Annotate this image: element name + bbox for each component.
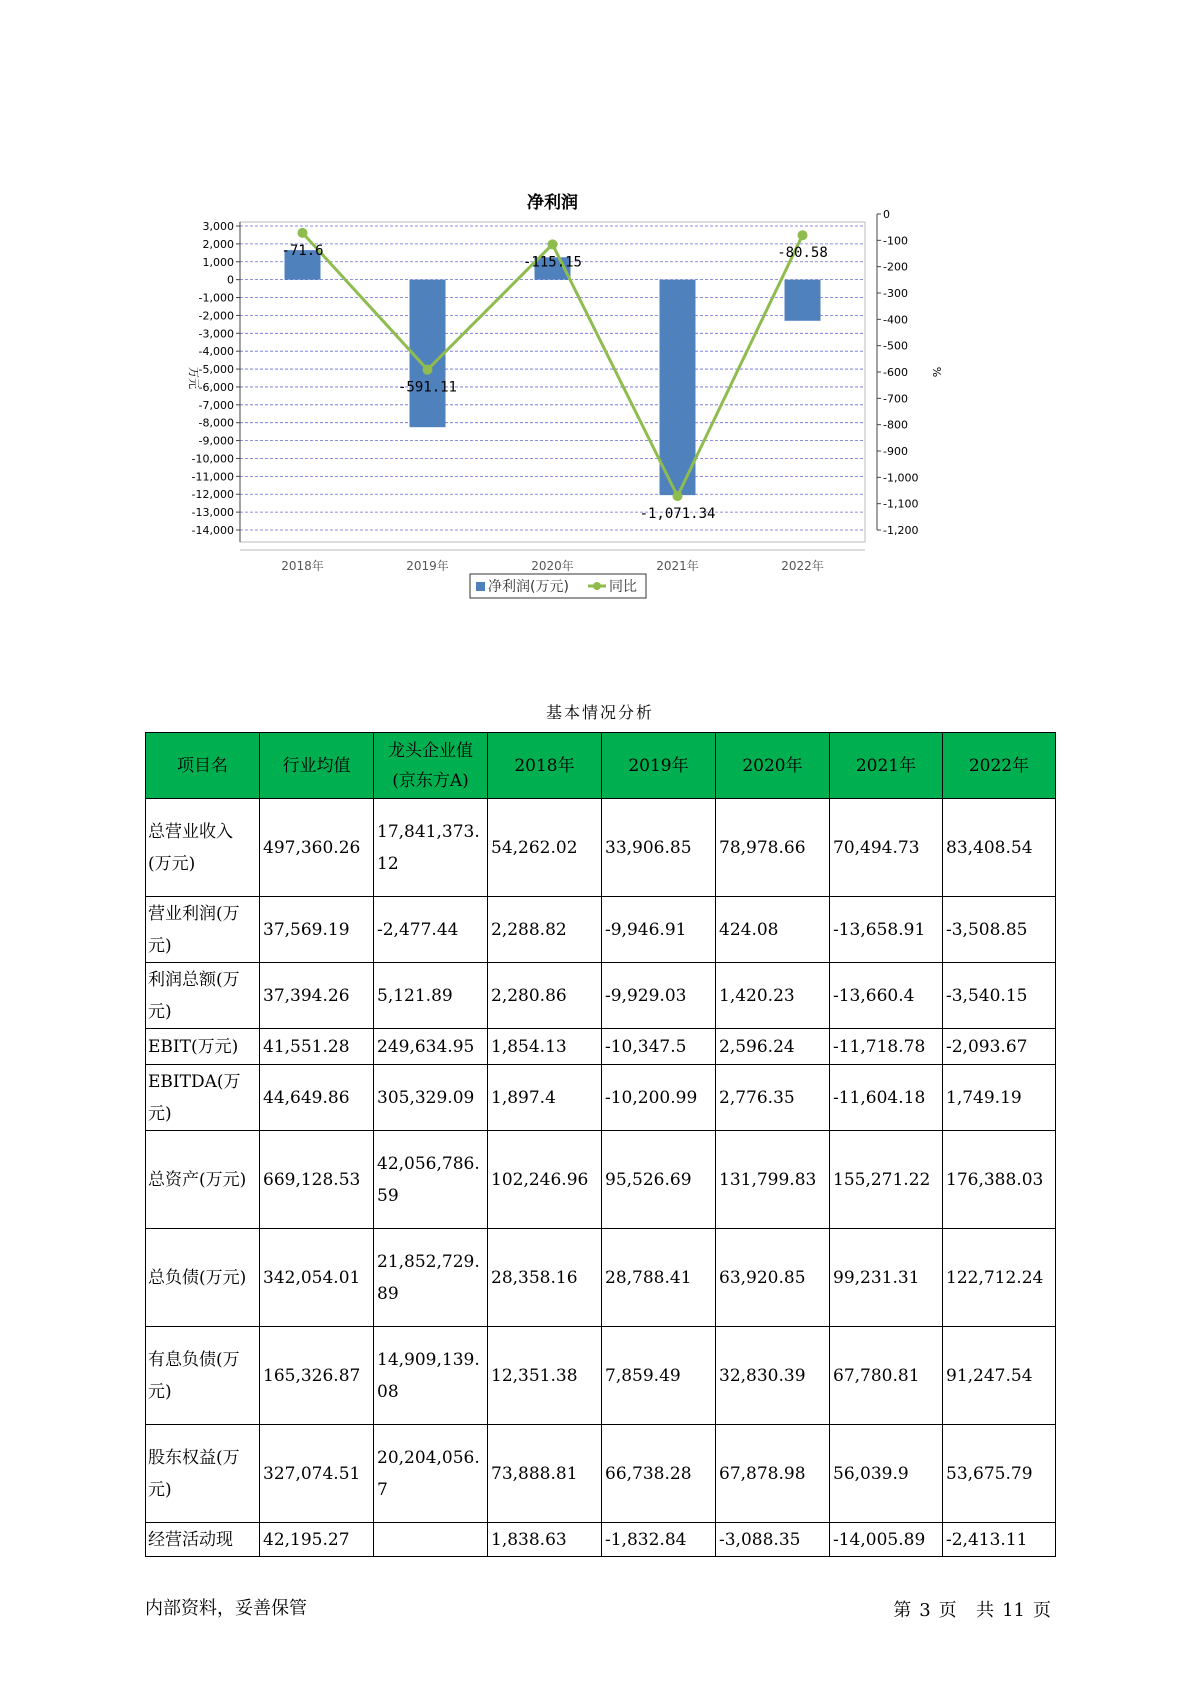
y-tick-label: 3,000 [202, 220, 234, 233]
value-cell: -9,929.03 [602, 963, 716, 1029]
header-2021: 2021年 [830, 733, 943, 799]
value-cell: 67,878.98 [716, 1425, 830, 1523]
y-tick-label: -13,000 [191, 506, 234, 520]
total-prefix: 共 [976, 1600, 995, 1621]
value-cell: 305,329.09 [374, 1065, 488, 1131]
y-tick-label: -3,000 [198, 327, 234, 341]
y2-tick-label: -200 [883, 260, 908, 274]
y-tick-label: -7,000 [198, 398, 234, 412]
yoy-data-label: -115.15 [522, 254, 583, 271]
y2-tick-label: -300 [883, 287, 908, 300]
value-cell: -10,347.5 [602, 1029, 716, 1065]
value-cell: 56,039.9 [830, 1425, 943, 1523]
bar-net-profit [660, 280, 696, 495]
bar-net-profit [785, 280, 821, 321]
value-cell: 20,204,056.7 [374, 1425, 488, 1523]
value-cell: 32,830.39 [716, 1327, 830, 1425]
value-cell: 165,326.87 [260, 1327, 374, 1425]
value-cell: 28,358.16 [488, 1229, 602, 1327]
value-cell: 83,408.54 [943, 799, 1056, 897]
header-leader: 龙头企业值(京东方A) [374, 733, 488, 799]
value-cell: 70,494.73 [830, 799, 943, 897]
y-axis-title: 万元 [187, 367, 200, 389]
value-cell: 1,749.19 [943, 1065, 1056, 1131]
value-cell: 327,074.51 [260, 1425, 374, 1523]
page-num: 3 [919, 1600, 931, 1621]
value-cell: 669,128.53 [260, 1131, 374, 1229]
value-cell: -2,477.44 [374, 897, 488, 963]
header-2019: 2019年 [602, 733, 716, 799]
value-cell: 14,909,139.08 [374, 1327, 488, 1425]
value-cell: 5,121.89 [374, 963, 488, 1029]
yoy-data-label: -591.11 [397, 379, 458, 396]
y2-tick-label: -1,000 [883, 471, 919, 485]
row-label-cell: 经营活动现 [146, 1523, 260, 1557]
value-cell: 102,246.96 [488, 1131, 602, 1229]
legend-label-yoy: 同比 [609, 579, 637, 595]
value-cell: 37,394.26 [260, 963, 374, 1029]
yoy-data-label: -1,071.34 [639, 506, 716, 523]
value-cell: 17,841,373.12 [374, 799, 488, 897]
chart-svg [180, 190, 1040, 660]
value-cell: 91,247.54 [943, 1327, 1056, 1425]
x-tick-label: 2021年 [656, 559, 699, 573]
x-tick-label: 2020年 [531, 559, 574, 573]
total-num: 11 [1002, 1600, 1025, 1621]
table-row [146, 1131, 1056, 1229]
legend-swatch-point [593, 582, 601, 590]
value-cell: 12,351.38 [488, 1327, 602, 1425]
value-cell: 53,675.79 [943, 1425, 1056, 1523]
y-tick-label: -12,000 [191, 488, 234, 502]
value-cell: -11,604.18 [830, 1065, 943, 1131]
line-point-yoy [673, 491, 683, 501]
value-cell: 42,195.27 [260, 1523, 374, 1557]
value-cell: 21,852,729.89 [374, 1229, 488, 1327]
y2-tick-label: -700 [883, 392, 908, 406]
legend-swatch-bar [476, 582, 485, 591]
y-tick-label: -5,000 [198, 363, 234, 377]
value-cell: 497,360.26 [260, 799, 374, 897]
y2-tick-label: -1,200 [883, 524, 919, 537]
table-row [146, 1425, 1056, 1523]
table-row [146, 1229, 1056, 1327]
value-cell: 7,859.49 [602, 1327, 716, 1425]
y-tick-label: -2,000 [198, 309, 234, 323]
row-label-cell: 利润总额(万元) [146, 963, 260, 1029]
value-cell: 44,649.86 [260, 1065, 374, 1131]
row-label-cell: 总资产(万元) [146, 1131, 260, 1229]
value-cell: -13,660.4 [830, 963, 943, 1029]
y-tick-label: -14,000 [191, 524, 234, 537]
value-cell: -3,088.35 [716, 1523, 830, 1557]
value-cell: 131,799.83 [716, 1131, 830, 1229]
row-label-cell: 营业利润(万元) [146, 897, 260, 963]
value-cell: 66,738.28 [602, 1425, 716, 1523]
line-point-yoy [423, 365, 433, 375]
table-row [146, 897, 1056, 963]
value-cell: 155,271.22 [830, 1131, 943, 1229]
y-tick-label: 2,000 [202, 237, 234, 251]
value-cell: 67,780.81 [830, 1327, 943, 1425]
y2-tick-label: -1,100 [883, 497, 919, 511]
value-cell: 99,231.31 [830, 1229, 943, 1327]
table-row [146, 1065, 1056, 1131]
value-cell: 122,712.24 [943, 1229, 1056, 1327]
legend-label-net-profit: 净利润(万元) [488, 579, 569, 595]
table-header-row [146, 733, 1056, 799]
line-point-yoy [298, 228, 308, 238]
row-label-cell: 总营业收入(万元) [146, 799, 260, 897]
value-cell: -3,540.15 [943, 963, 1056, 1029]
value-cell: 1,838.63 [488, 1523, 602, 1557]
value-cell: 95,526.69 [602, 1131, 716, 1229]
y2-tick-label: 0 [883, 208, 890, 221]
y2-tick-label: -800 [883, 418, 908, 432]
y-tick-label: -6,000 [198, 380, 234, 394]
value-cell: 1,897.4 [488, 1065, 602, 1131]
row-label-cell: EBIT(万元) [146, 1029, 260, 1065]
y2-tick-label: -500 [883, 339, 908, 353]
value-cell: -2,413.11 [943, 1523, 1056, 1557]
y-tick-label: 1,000 [202, 255, 234, 269]
row-label-cell: 有息负债(万元) [146, 1327, 260, 1425]
value-cell: 78,978.66 [716, 799, 830, 897]
value-cell: -2,093.67 [943, 1029, 1056, 1065]
footer-confidential-note: 内部资料，妥善保管 [145, 1598, 307, 1619]
value-cell: 424.08 [716, 897, 830, 963]
value-cell: 2,288.82 [488, 897, 602, 963]
row-label-cell: EBITDA(万元) [146, 1065, 260, 1131]
x-tick-label: 2022年 [781, 559, 824, 573]
y2-tick-label: -400 [883, 313, 908, 327]
header-industry-avg: 行业均值 [260, 733, 374, 799]
value-cell: 1,420.23 [716, 963, 830, 1029]
value-cell: 54,262.02 [488, 799, 602, 897]
value-cell: 73,888.81 [488, 1425, 602, 1523]
basic-analysis-table [145, 732, 1056, 1557]
table-row [146, 799, 1056, 897]
x-tick-label: 2019年 [406, 559, 449, 573]
footer-page-number [889, 1596, 1055, 1622]
value-cell: -3,508.85 [943, 897, 1056, 963]
header-2020: 2020年 [716, 733, 830, 799]
value-cell: 37,569.19 [260, 897, 374, 963]
value-cell: -10,200.99 [602, 1065, 716, 1131]
header-2022: 2022年 [943, 733, 1056, 799]
total-unit: 页 [1033, 1600, 1051, 1621]
y2-tick-label: -900 [883, 445, 908, 458]
chart-title: 净利润 [527, 193, 578, 213]
header-2018: 2018年 [488, 733, 602, 799]
page-prefix: 第 [893, 1600, 912, 1621]
yoy-data-label: -80.58 [777, 245, 828, 262]
y-tick-label: -9,000 [198, 434, 234, 448]
value-cell: 41,551.28 [260, 1029, 374, 1065]
page-unit: 页 [938, 1600, 957, 1621]
table-row [146, 1523, 1056, 1557]
value-cell: 1,854.13 [488, 1029, 602, 1065]
y2-tick-label: -100 [883, 234, 908, 248]
row-label-cell: 总负债(万元) [146, 1229, 260, 1327]
bar-net-profit [410, 280, 446, 428]
header-item: 项目名 [146, 733, 260, 799]
table-row [146, 1029, 1056, 1065]
line-point-yoy [548, 239, 558, 249]
value-cell: 2,280.86 [488, 963, 602, 1029]
y-tick-label: -8,000 [198, 416, 234, 430]
y-tick-label: -1,000 [198, 291, 234, 305]
value-cell: -14,005.89 [830, 1523, 943, 1557]
y-tick-label: -10,000 [191, 452, 234, 466]
value-cell: 342,054.01 [260, 1229, 374, 1327]
table-row [146, 1327, 1056, 1425]
value-cell: 42,056,786.59 [374, 1131, 488, 1229]
row-label-cell: 股东权益(万元) [146, 1425, 260, 1523]
value-cell: 2,596.24 [716, 1029, 830, 1065]
value-cell: -13,658.91 [830, 897, 943, 963]
x-tick-label: 2018年 [281, 559, 324, 573]
net-profit-chart [180, 190, 1040, 660]
value-cell: -9,946.91 [602, 897, 716, 963]
value-cell: 249,634.95 [374, 1029, 488, 1065]
value-cell: 28,788.41 [602, 1229, 716, 1327]
table-caption: 基本情况分析 [545, 703, 654, 722]
y2-tick-label: -600 [883, 366, 908, 379]
y-tick-label: -11,000 [191, 470, 234, 484]
value-cell [374, 1523, 488, 1557]
line-point-yoy [798, 230, 808, 240]
value-cell: 33,906.85 [602, 799, 716, 897]
table-row [146, 963, 1056, 1029]
y2-axis-title: % [930, 366, 943, 378]
yoy-data-label: -71.6 [281, 242, 324, 259]
value-cell: -1,832.84 [602, 1523, 716, 1557]
value-cell: 63,920.85 [716, 1229, 830, 1327]
value-cell: 2,776.35 [716, 1065, 830, 1131]
value-cell: 176,388.03 [943, 1131, 1056, 1229]
y-tick-label: 0 [227, 273, 234, 287]
y-tick-label: -4,000 [198, 345, 234, 359]
value-cell: -11,718.78 [830, 1029, 943, 1065]
